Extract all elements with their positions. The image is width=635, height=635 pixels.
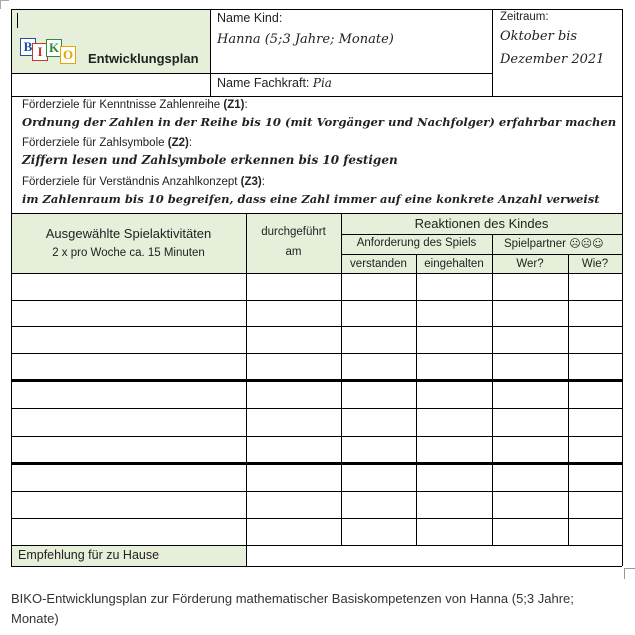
cell-kept[interactable] [417, 302, 491, 325]
cell-recommendation[interactable] [247, 546, 621, 565]
cell-understood[interactable] [342, 465, 415, 490]
plan-title: Entwicklungsplan [88, 51, 199, 66]
col-date-header: durchgeführt [261, 226, 326, 238]
grid-line-h [341, 254, 622, 255]
grid-line-h [11, 353, 622, 354]
name-kind-label: Name Kind: [217, 11, 283, 25]
who-header: Wer? [516, 258, 544, 270]
grid-line-h [11, 273, 622, 274]
cell-activity[interactable] [12, 328, 245, 352]
partner-header [504, 237, 604, 250]
cell-activity[interactable] [12, 438, 245, 462]
name-fachkraft-label [217, 76, 332, 90]
grid-line-h [11, 213, 622, 214]
cell-who[interactable] [493, 355, 567, 379]
goal-z3-code: (Z3) [240, 176, 262, 188]
name-kind-value[interactable]: Hanna (5;3 Jahre; Monate) [217, 32, 394, 47]
grid-line-h [11, 491, 622, 492]
cell-kept[interactable] [417, 355, 491, 379]
cell-who[interactable] [493, 275, 567, 299]
cell-activity[interactable] [12, 355, 245, 379]
grid-line-v [492, 9, 493, 96]
mood-faces-icon: ☹☹☺ [569, 237, 604, 250]
cell-activity[interactable] [12, 302, 245, 325]
logo-letter-i: I [32, 43, 48, 61]
cell-who[interactable] [493, 438, 567, 462]
cell-who[interactable] [493, 328, 567, 352]
cell-how[interactable] [569, 328, 621, 352]
col-activities-header: Ausgewählte Spielaktivitäten [45, 226, 212, 241]
cell-how[interactable] [569, 355, 621, 379]
kept-header: eingehalten [424, 258, 484, 270]
cell-how[interactable] [569, 382, 621, 407]
cell-kept[interactable] [417, 328, 491, 352]
cell-who[interactable] [493, 493, 567, 517]
grid-line-v [210, 9, 211, 96]
cell-understood[interactable] [342, 275, 415, 299]
requirement-header: Anforderung des Spiels [356, 237, 477, 249]
cell-kept[interactable] [417, 275, 491, 299]
page-corner-marker [0, 0, 9, 9]
cell-understood[interactable] [342, 328, 415, 352]
how-header: Wie? [581, 258, 609, 270]
cell-activity[interactable] [12, 382, 245, 407]
grid-line-h [11, 566, 622, 567]
cell-how[interactable] [569, 275, 621, 299]
goal-z1-code: (Z1) [223, 99, 245, 111]
cell-how[interactable] [569, 493, 621, 517]
logo-letter-o: O [60, 46, 76, 64]
cell-how[interactable] [569, 302, 621, 325]
grid-line-h [11, 73, 492, 74]
cell-kept[interactable] [417, 410, 491, 435]
goal-z3-label: Förderziele für Verständnis Anzahlkonzept (Z3): [22, 176, 265, 188]
cell-how[interactable] [569, 438, 621, 462]
goal-z2-code: (Z2) [167, 137, 189, 149]
biko-logo [20, 38, 76, 66]
cell-kept[interactable] [417, 465, 491, 490]
grid-line-h [11, 326, 622, 327]
cell-date[interactable] [247, 275, 340, 299]
cell-activity[interactable] [12, 493, 245, 517]
grid-line-h [341, 234, 622, 235]
cell-date[interactable] [247, 438, 340, 462]
cell-kept[interactable] [417, 382, 491, 407]
goal-z2-label: Förderziele für Zahlsymbole (Z2): [22, 137, 193, 149]
cell-activity[interactable] [12, 410, 245, 435]
goal-z2-label-text: Förderziele für Zahlsymbole [22, 137, 165, 149]
goal-z1-label-text: Förderziele für Kenntnisse Zahlenreihe [22, 99, 221, 111]
zeitraum-value-line2[interactable]: Dezember 2021 [500, 52, 605, 67]
cell-who[interactable] [493, 302, 567, 325]
cell-who[interactable] [493, 410, 567, 435]
logo-letter-b: B [20, 38, 36, 56]
cell-understood[interactable] [342, 355, 415, 379]
cell-understood[interactable] [342, 438, 415, 462]
grid-line-h [11, 518, 622, 519]
cell-how[interactable] [569, 465, 621, 490]
cell-activity[interactable] [12, 465, 245, 490]
cell-date[interactable] [247, 302, 340, 325]
goal-z2-text[interactable]: Ziffern lesen und Zahlsymbole erkennen bis 10 festigen [22, 153, 398, 167]
cell-how[interactable] [569, 410, 621, 435]
cell-understood[interactable] [342, 493, 415, 517]
name-fachkraft-label-text: Name Fachkraft: [217, 76, 310, 90]
cell-date[interactable] [247, 493, 340, 517]
cell-understood[interactable] [342, 302, 415, 325]
cell-date[interactable] [247, 410, 340, 435]
col-activities-subheader: 2 x pro Woche ca. 15 Minuten [52, 247, 205, 259]
grid-line-v [622, 9, 623, 566]
grid-line-h [11, 408, 622, 409]
page-corner-marker-bottom [624, 568, 635, 579]
partner-header-text: Spielpartner [504, 238, 567, 250]
understood-header: verstanden [350, 258, 407, 270]
cell-who[interactable] [493, 382, 567, 407]
goal-z1-label: Förderziele für Kenntnisse Zahlenreihe (Z1): [22, 99, 248, 111]
cell-understood[interactable] [342, 382, 415, 407]
name-fachkraft-value[interactable]: Pia [312, 76, 332, 90]
grid-line-h [11, 436, 622, 437]
cell-date[interactable] [247, 355, 340, 379]
grid-line-h [11, 96, 622, 97]
zeitraum-value-line1[interactable]: Oktober bis [500, 29, 578, 44]
cell-who[interactable] [493, 465, 567, 490]
goal-z1-text[interactable]: Ordnung der Zahlen in der Reihe bis 10 (mit Vorgänger und Nachfolger) erfahrbar machen [22, 115, 617, 129]
goal-z3-text[interactable]: im Zahlenraum bis 10 begreifen, dass eine Zahl immer auf eine konkrete Anzahl verweist [22, 192, 600, 206]
logo-letter-k: K [46, 39, 62, 57]
col-date-header-am: am [285, 246, 302, 258]
grid-line-h [11, 9, 622, 10]
text-cursor [17, 13, 18, 28]
cell-date[interactable] [247, 465, 340, 490]
zeitraum-label: Zeitraum: [500, 11, 549, 23]
cell-kept[interactable] [417, 493, 491, 517]
figure-caption: BIKO-Entwicklungsplan zur Förderung mathematischer Basiskompetenzen von Hanna (5;3 Jahre; Monate) [11, 591, 574, 626]
cell-kept[interactable] [417, 438, 491, 462]
footer-recommendation: Empfehlung für zu Hause [18, 548, 160, 562]
cell-date[interactable] [247, 328, 340, 352]
goal-z3-label-text: Förderziele für Verständnis Anzahlkonzept [22, 176, 238, 188]
cell-activity[interactable] [12, 275, 245, 299]
grid-line-h [11, 300, 622, 301]
reactions-header: Reaktionen des Kindes [414, 216, 549, 231]
cell-understood[interactable] [342, 410, 415, 435]
cell-date[interactable] [247, 382, 340, 407]
